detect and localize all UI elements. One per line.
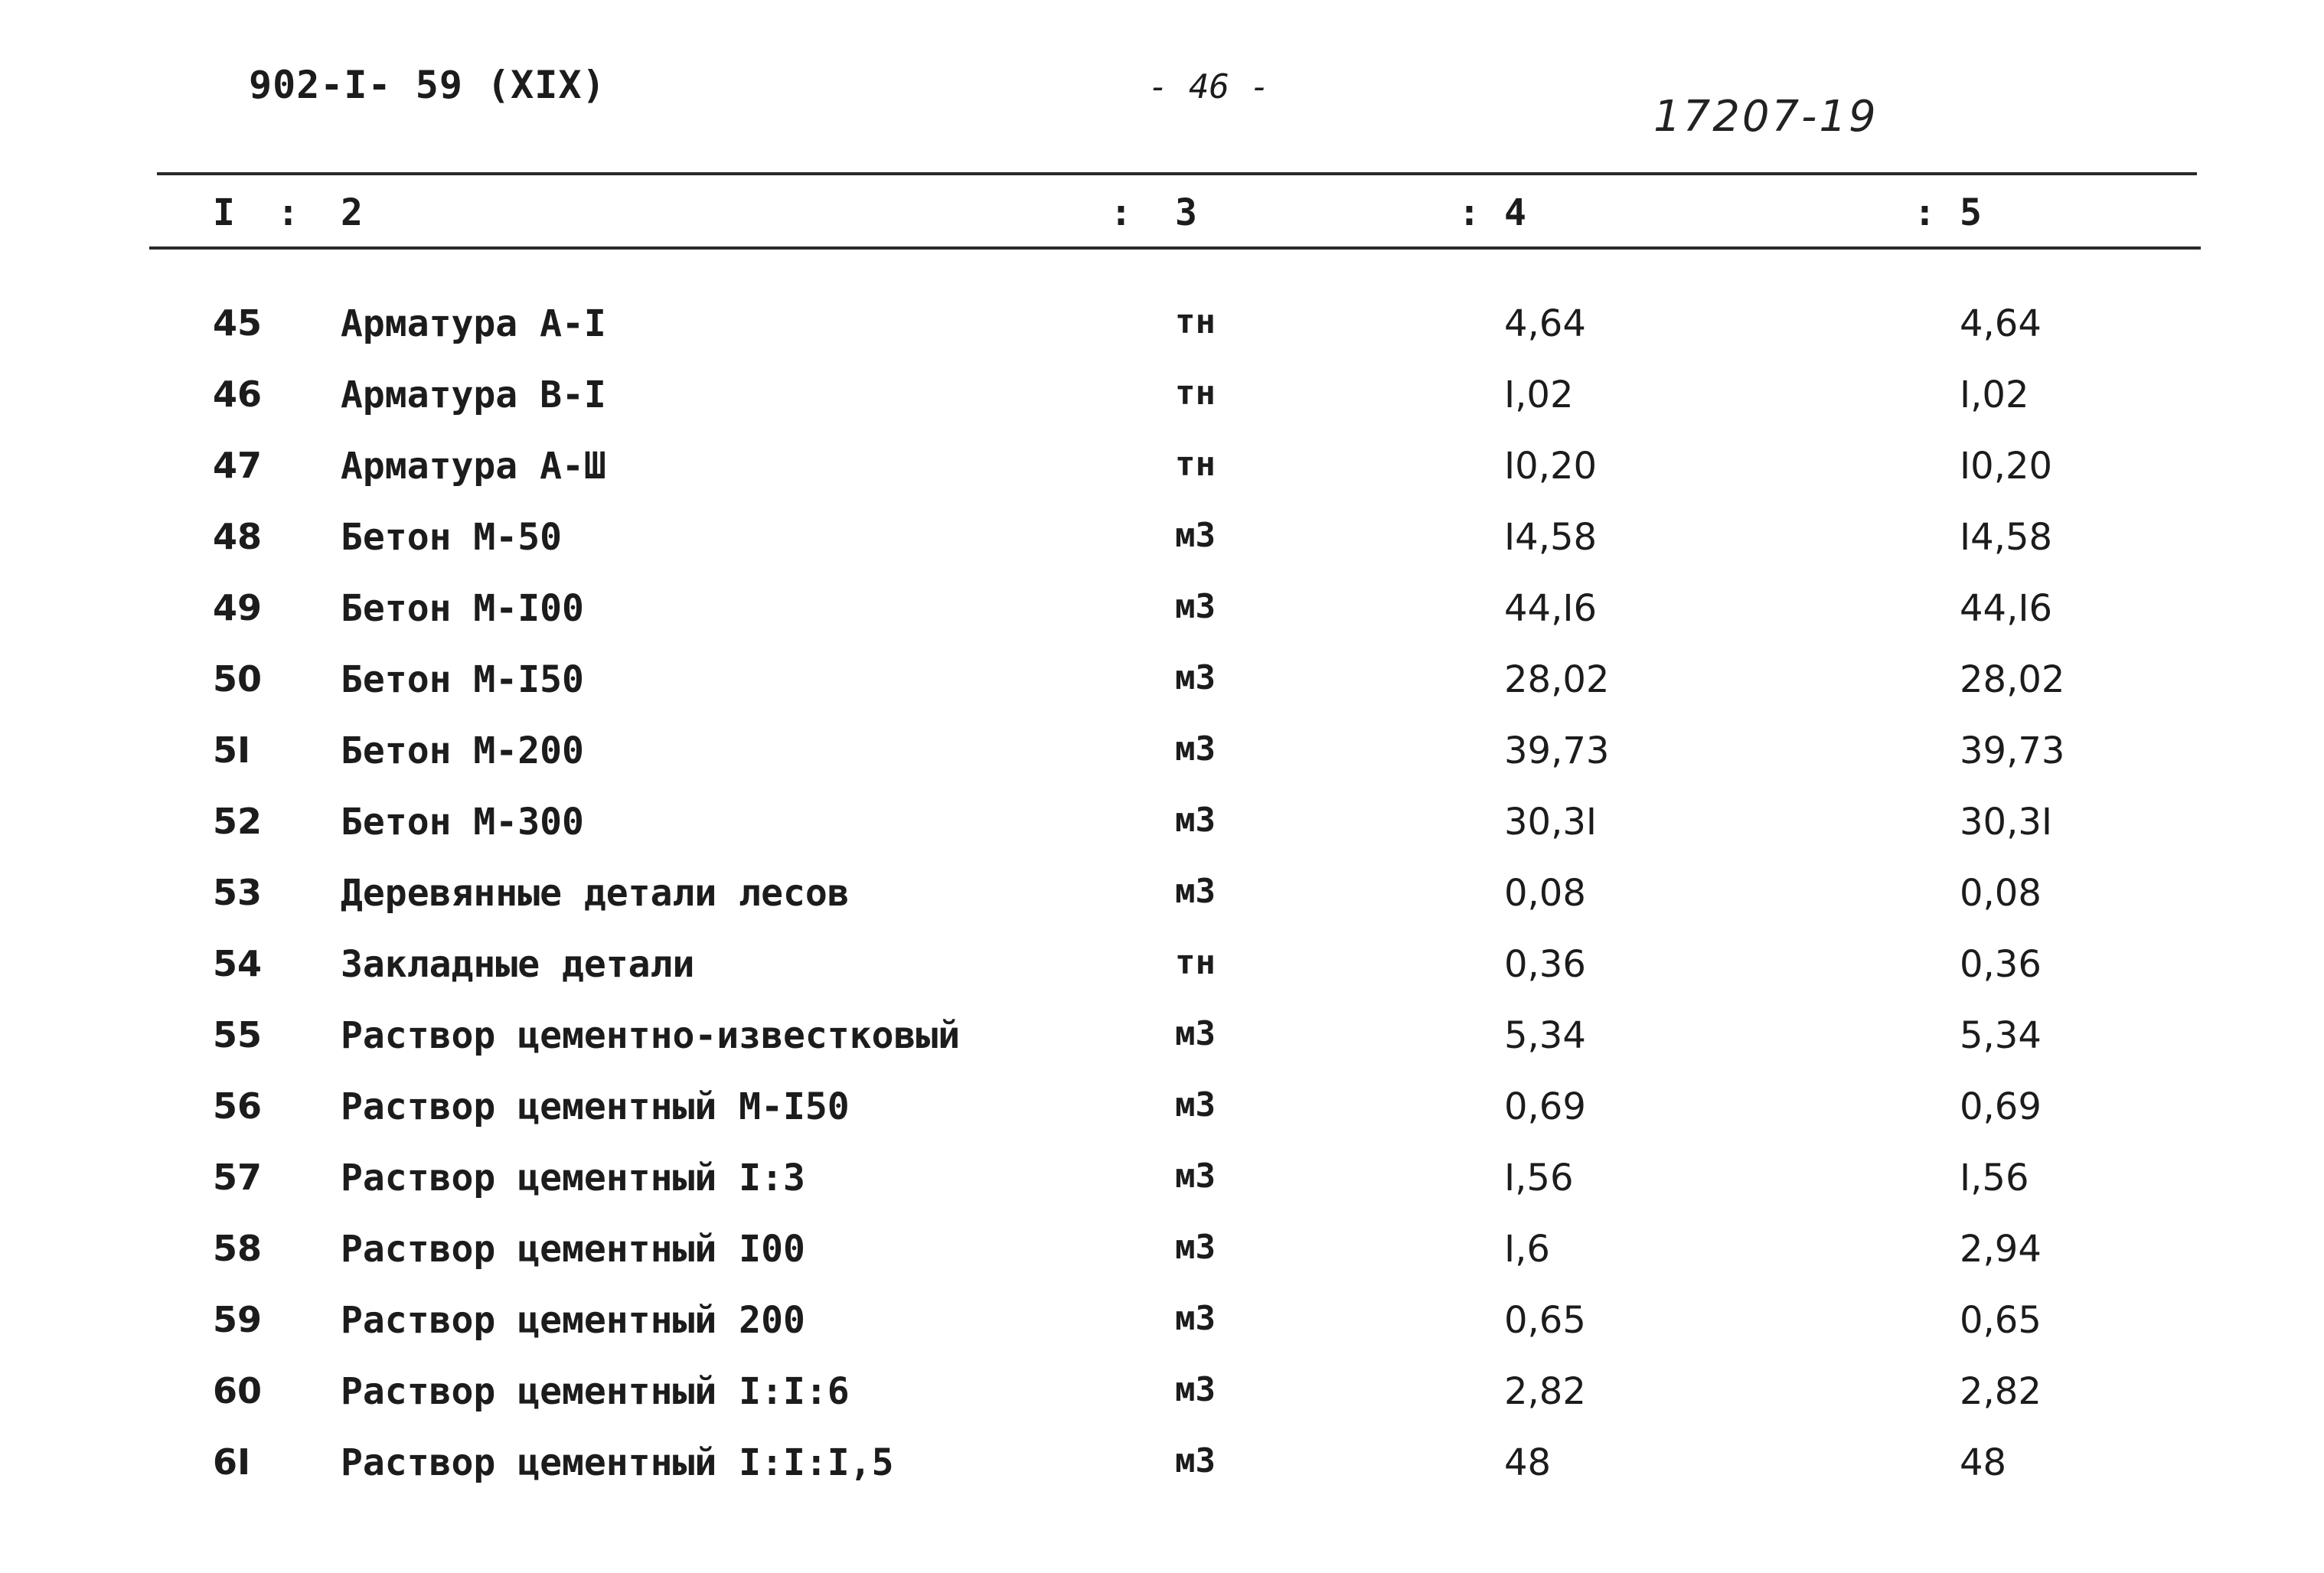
row-number: 59 <box>213 1299 263 1340</box>
material-name: Раствор цементный I00 <box>341 1228 805 1271</box>
quantity-col-5: 5,34 <box>1960 1014 2042 1057</box>
column-header-1: I <box>213 191 235 234</box>
column-separator: : <box>1914 191 1936 234</box>
column-header-3: 3 <box>1175 191 1197 234</box>
quantity-col-5: 2,82 <box>1960 1370 2042 1413</box>
quantity-col-4: 30,3I <box>1504 801 1598 844</box>
quantity-col-5: I0,20 <box>1960 445 2053 488</box>
material-name: Закладные детали <box>341 943 695 986</box>
row-number: 5I <box>213 729 251 771</box>
quantity-col-4: I,02 <box>1504 374 1574 416</box>
table-row <box>0 1441 2324 1513</box>
quantity-col-4: I4,58 <box>1504 516 1598 559</box>
quantity-col-5: 44,I6 <box>1960 587 2053 630</box>
quantity-col-4: 4,64 <box>1504 302 1586 345</box>
quantity-col-5: 2,94 <box>1960 1228 2042 1271</box>
column-separator: : <box>277 191 299 234</box>
material-name: Раствор цементный 200 <box>341 1299 805 1342</box>
document-code: 902-I- 59 (XIX) <box>249 63 606 107</box>
row-number: 45 <box>213 302 263 344</box>
header-top-rule <box>157 172 2197 175</box>
table-row <box>0 1014 2324 1085</box>
quantity-col-4: I,6 <box>1504 1228 1550 1271</box>
table-row <box>0 587 2324 658</box>
quantity-col-4: I0,20 <box>1504 445 1598 488</box>
column-header-2: 2 <box>341 191 363 234</box>
table-row <box>0 1228 2324 1299</box>
row-number: 47 <box>213 445 263 486</box>
unit: м3 <box>1175 1014 1216 1053</box>
table-row <box>0 1157 2324 1228</box>
quantity-col-4: I,56 <box>1504 1157 1574 1199</box>
table-row <box>0 516 2324 587</box>
row-number: 48 <box>213 516 263 557</box>
quantity-col-4: 0,08 <box>1504 872 1586 915</box>
unit: м3 <box>1175 516 1216 555</box>
quantity-col-5: 0,36 <box>1960 943 2042 986</box>
quantity-col-4: 28,02 <box>1504 658 1610 701</box>
unit: м3 <box>1175 801 1216 840</box>
unit: тн <box>1175 943 1216 982</box>
unit: м3 <box>1175 1370 1216 1409</box>
archive-number: 17207-19 <box>1653 92 1878 142</box>
quantity-col-5: 0,08 <box>1960 872 2042 915</box>
quantity-col-5: 4,64 <box>1960 302 2042 345</box>
quantity-col-5: 0,69 <box>1960 1085 2042 1128</box>
quantity-col-5: 0,65 <box>1960 1299 2042 1342</box>
row-number: 57 <box>213 1157 263 1198</box>
quantity-col-4: 44,I6 <box>1504 587 1598 630</box>
unit: м3 <box>1175 1085 1216 1124</box>
row-number: 50 <box>213 658 263 700</box>
table-row <box>0 658 2324 729</box>
material-name: Бетон М-50 <box>341 516 562 559</box>
row-number: 54 <box>213 943 263 984</box>
header-bottom-rule <box>149 246 2201 250</box>
quantity-col-4: 48 <box>1504 1441 1552 1484</box>
row-number: 53 <box>213 872 263 913</box>
material-name: Бетон М-300 <box>341 801 584 844</box>
column-separator: : <box>1458 191 1480 234</box>
column-separator: : <box>1110 191 1132 234</box>
row-number: 46 <box>213 374 263 415</box>
row-number: 55 <box>213 1014 263 1056</box>
unit: тн <box>1175 374 1216 413</box>
column-header-5: 5 <box>1960 191 1982 234</box>
material-name: Раствор цементно-известковый <box>341 1014 961 1057</box>
table-row <box>0 302 2324 374</box>
column-header-4: 4 <box>1504 191 1526 234</box>
material-name: Раствор цементный I:3 <box>341 1157 805 1199</box>
unit: м3 <box>1175 872 1216 911</box>
quantity-col-4: 2,82 <box>1504 1370 1586 1413</box>
row-number: 6I <box>213 1441 251 1483</box>
unit: тн <box>1175 445 1216 484</box>
unit: м3 <box>1175 1157 1216 1196</box>
quantity-col-4: 0,69 <box>1504 1085 1586 1128</box>
unit: м3 <box>1175 1228 1216 1267</box>
table-row <box>0 1085 2324 1157</box>
quantity-col-4: 0,36 <box>1504 943 1586 986</box>
table-row <box>0 445 2324 516</box>
quantity-col-5: 28,02 <box>1960 658 2065 701</box>
row-number: 56 <box>213 1085 263 1127</box>
row-number: 49 <box>213 587 263 628</box>
quantity-col-5: 39,73 <box>1960 729 2065 772</box>
quantity-col-4: 39,73 <box>1504 729 1610 772</box>
quantity-col-5: I,56 <box>1960 1157 2029 1199</box>
material-name: Бетон М-I50 <box>341 658 584 701</box>
material-name: Деревянные детали лесов <box>341 872 850 915</box>
table-row <box>0 872 2324 943</box>
page-number: - 46 - <box>1148 67 1270 106</box>
quantity-col-4: 0,65 <box>1504 1299 1586 1342</box>
material-name: Раствор цементный I:I:6 <box>341 1370 850 1413</box>
material-name: Арматура А-Ш <box>341 445 606 488</box>
material-name: Арматура В-I <box>341 374 606 416</box>
material-name: Раствор цементный М-I50 <box>341 1085 850 1128</box>
quantity-col-5: 48 <box>1960 1441 2007 1484</box>
table-row <box>0 801 2324 872</box>
table-row <box>0 1299 2324 1370</box>
unit: м3 <box>1175 587 1216 626</box>
quantity-col-5: I4,58 <box>1960 516 2053 559</box>
unit: тн <box>1175 302 1216 341</box>
table-row <box>0 374 2324 445</box>
table-row <box>0 729 2324 801</box>
unit: м3 <box>1175 1441 1216 1480</box>
quantity-col-5: I,02 <box>1960 374 2029 416</box>
material-name: Раствор цементный I:I:I,5 <box>341 1441 894 1484</box>
material-name: Бетон М-I00 <box>341 587 584 630</box>
unit: м3 <box>1175 658 1216 697</box>
quantity-col-4: 5,34 <box>1504 1014 1586 1057</box>
table-row <box>0 1370 2324 1441</box>
material-name: Бетон М-200 <box>341 729 584 772</box>
row-number: 52 <box>213 801 263 842</box>
quantity-col-5: 30,3I <box>1960 801 2053 844</box>
row-number: 60 <box>213 1370 263 1411</box>
unit: м3 <box>1175 1299 1216 1338</box>
row-number: 58 <box>213 1228 263 1269</box>
material-name: Арматура А-I <box>341 302 606 345</box>
unit: м3 <box>1175 729 1216 769</box>
table-row <box>0 943 2324 1014</box>
